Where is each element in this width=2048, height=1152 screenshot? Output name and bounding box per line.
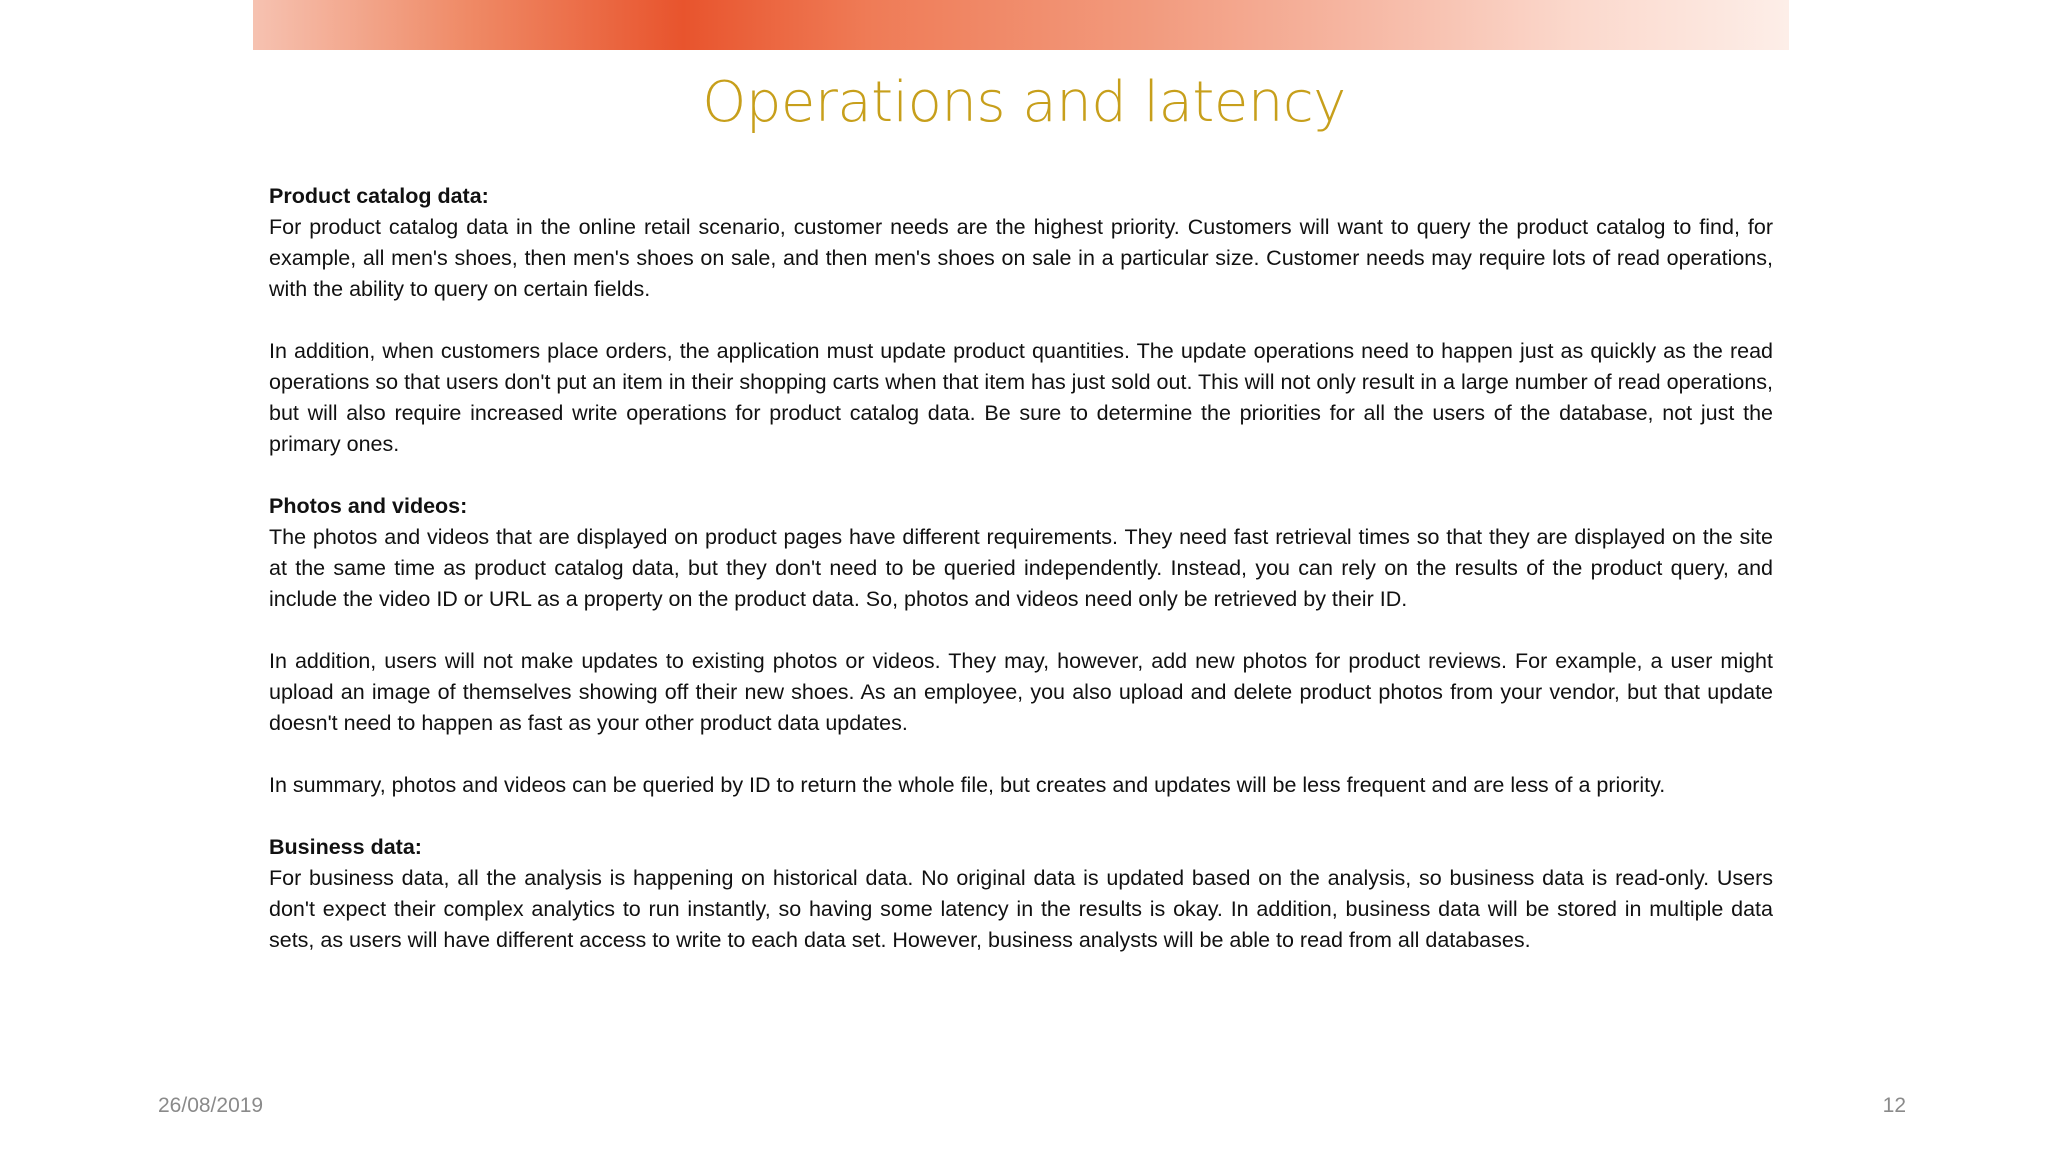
paragraph-photos-videos-2: In addition, users will not make updates to existing photos or videos. They may, however, add new photos for product reviews. For example, a user might upload an image of themselves showing off their new shoes. As an employee, you also upload and delete product photos from your vendor, but that update doesn't need to happen as fast as your other product data updates. [269,649,1773,735]
paragraph-gap [269,305,1773,336]
paragraph-gap [269,615,1773,646]
paragraph-product-catalog-1: For product catalog data in the online retail scenario, customer needs are the highest priority. Customers will want to query the product catalog to find, for example, all men's shoes, then men's shoes on sale, and then men's shoes on sale in a particular size. Customer needs may require lots of read operations, with the ability to query on certain fields. [269,215,1773,301]
paragraph-gap [269,460,1773,491]
slide-title: Operations and latency [702,70,1346,135]
slide-body [269,181,1773,956]
paragraph-product-catalog-2: In addition, when customers place orders, the application must update product quantities. The update operations need to happen just as quickly as the read operations so that users don't put an item in their shopping carts when that item has just sold out. This will not only result in a large number of read operations, but will also require increased write operations for product catalog data. Be sure to determine the priorities for all the users of the database, not just the primary ones. [269,339,1773,456]
footer-date: 26/08/2019 [158,1094,264,1117]
footer-page-number: 12 [1882,1094,1906,1117]
section-heading-photos-videos: Photos and videos: [269,494,468,518]
paragraph-photos-videos-3: In summary, photos and videos can be queried by ID to return the whole file, but creates and updates will be less frequent and are less of a priority. [269,773,1666,797]
paragraph-gap [269,801,1773,832]
paragraph-gap [269,739,1773,770]
section-heading-product-catalog: Product catalog data: [269,184,489,208]
section-heading-business-data: Business data: [269,835,422,859]
paragraph-business-data-1: For business data, all the analysis is happening on historical data. No original data is updated based on the analysis, so business data is read-only. Users don't expect their complex analytics to run instantly, so having some latency in the results is okay. In addition, business data will be stored in multiple data sets, as users will have different access to write to each data set. However, business analysts will be able to read from all databases. [269,866,1773,952]
paragraph-photos-videos-1: The photos and videos that are displayed on product pages have different requirements. They need fast retrieval times so that they are displayed on the site at the same time as product catalog data, but they don't need to be queried independently. Instead, you can rely on the results of the product query, and include the video ID or URL as a property on the product data. So, photos and videos need only be retrieved by their ID. [269,525,1773,611]
top-gradient-bar [253,0,1789,50]
